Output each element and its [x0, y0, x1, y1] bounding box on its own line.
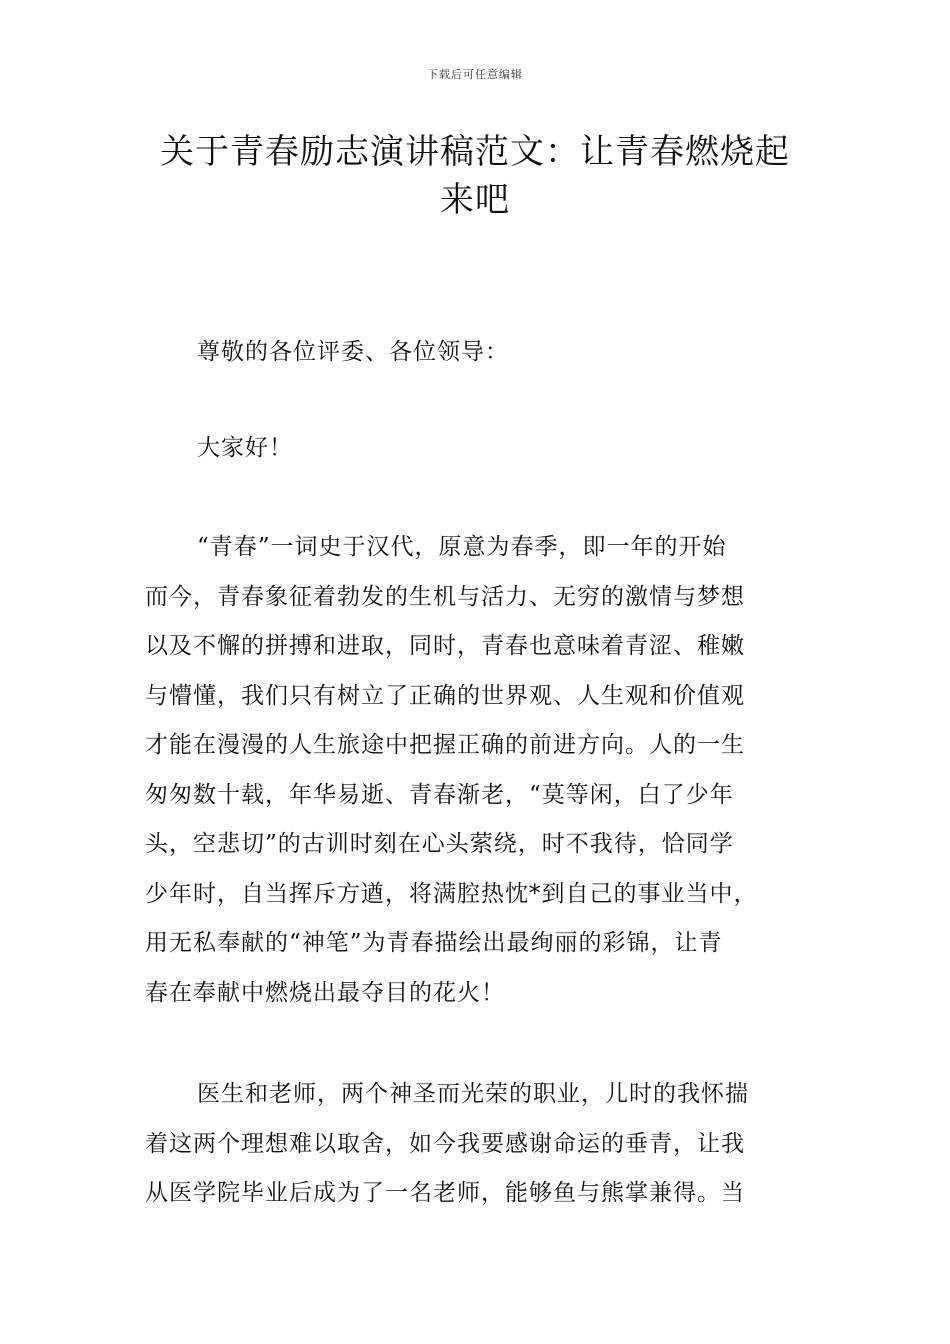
paragraph-line: 用无私奉献的“神笔”为青春描绘出最绚丽的彩锦，让青 [145, 930, 723, 956]
title-line: 来吧 [440, 180, 510, 220]
paragraph-line: 从医学院毕业后成为了一名老师，能够鱼与熊掌兼得。当 [145, 1180, 745, 1206]
paragraph-line: 头，空悲切”的古训时刻在心头萦绕，时不我待，恰同学 [145, 831, 734, 857]
salutation-paragraph [145, 328, 810, 378]
greeting-paragraph [145, 424, 810, 474]
greeting-text: 大家好！ [197, 435, 293, 461]
salutation-text: 尊敬的各位评委、各位领导： [197, 339, 509, 365]
document-title [145, 128, 805, 224]
paragraph-line: 才能在漫漫的人生旅途中把握正确的前进方向。人的一生 [145, 732, 745, 758]
paragraph-line: 而今，青春象征着勃发的生机与活力、无穷的激情与梦想 [145, 583, 745, 610]
body-paragraph-1 [145, 523, 810, 1018]
paragraph-line: 医生和老师，两个神圣而光荣的职业，儿时的我怀揣 [197, 1081, 749, 1107]
paragraph-line: “青春”一词史于汉代，原意为春季，即一年的开始 [197, 534, 727, 560]
paragraph-line: 少年时，自当挥斥方遒，将满腔热忱*到自己的事业当中， [145, 880, 758, 907]
title-line: 关于青春励志演讲稿范文：让青春燃烧起 [160, 132, 790, 172]
paragraph-line: 以及不懈的拼搏和进取，同时，青春也意味着青涩、稚嫩 [145, 633, 745, 659]
paragraph-line: 匆匆数十载，年华易逝、青春渐老，“莫等闲，白了少年 [145, 781, 734, 808]
paragraph-line: 春在奉献中燃烧出最夺目的花火！ [145, 979, 505, 1006]
paragraph-line: 着这两个理想难以取舍，如今我要感谢命运的垂青，让我 [145, 1130, 745, 1157]
header-note: 下载后可任意编辑 [427, 68, 523, 81]
body-paragraph-2 [145, 1070, 810, 1219]
paragraph-line: 与懵懂，我们只有树立了正确的世界观、人生观和价值观 [145, 682, 745, 709]
